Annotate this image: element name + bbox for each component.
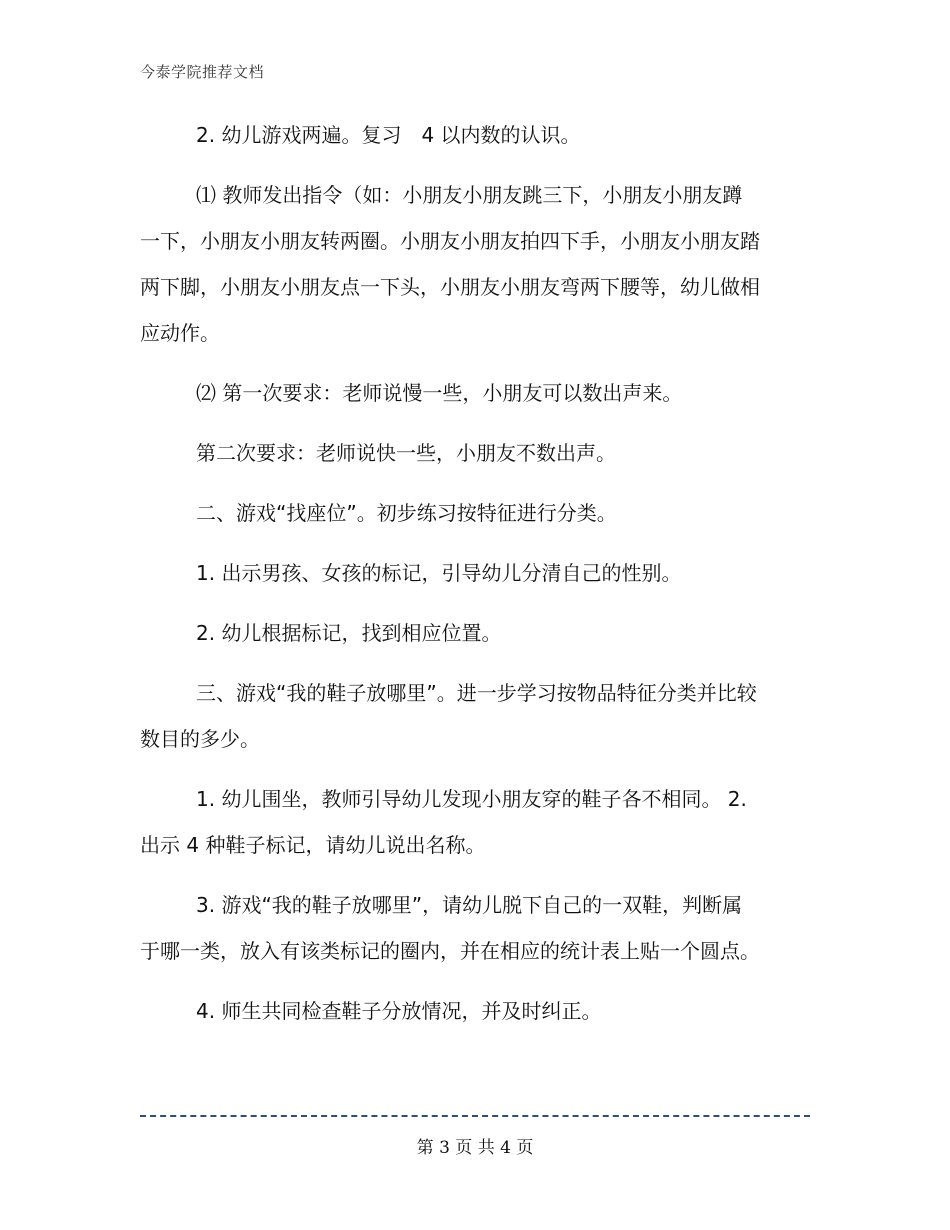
- paragraph: 1. 幼儿围坐，教师引导幼儿发现小朋友穿的鞋子各不相同。 2. 出示 4 种鞋子标记，请幼儿说出名称。: [140, 787, 747, 857]
- footer-divider: [140, 1115, 810, 1117]
- section-heading: 三、游戏“我的鞋子放哪里”。进一步学习按物品特征分类并比较数目的多少。: [140, 681, 757, 751]
- paragraph: 2. 幼儿根据标记，找到相应位置。: [196, 621, 502, 645]
- paragraph: 4. 师生共同检查鞋子分放情况，并及时纠正。: [196, 999, 602, 1023]
- paragraph: 3. 游戏“我的鞋子放哪里”，请幼儿脱下自己的一双鞋，判断属于哪一类，放入有该类标记的圈内，并在相应的统计表上贴一个圆点。: [140, 893, 760, 963]
- section-heading: 二、游戏“找座位”。初步练习按特征进行分类。: [196, 501, 617, 525]
- paragraph: 第二次要求：老师说快一些，小朋友不数出声。: [196, 441, 616, 465]
- paragraph: 2. 幼儿游戏两遍。复习 4 以内数的认识。: [196, 123, 581, 147]
- paragraph: 1. 出示男孩、女孩的标记，引导幼儿分清自己的性别。: [196, 561, 682, 585]
- document-header: 今泰学院推荐文档: [140, 63, 265, 81]
- paragraph: ⑵ 第一次要求：老师说慢一些，小朋友可以数出声来。: [196, 381, 683, 405]
- document-body: [140, 112, 760, 1048]
- page-number: 第 3 页 共 4 页: [416, 1138, 534, 1158]
- paragraph: ⑴ 教师发出指令（如：小朋友小朋友跳三下，小朋友小朋友蹲一下，小朋友小朋友转两圈。小朋友小朋友拍四下手，小朋友小朋友踏两下脚，小朋友小朋友点一下头，小朋友小朋友弯两下腰等，幼儿做相应动作。: [140, 183, 760, 345]
